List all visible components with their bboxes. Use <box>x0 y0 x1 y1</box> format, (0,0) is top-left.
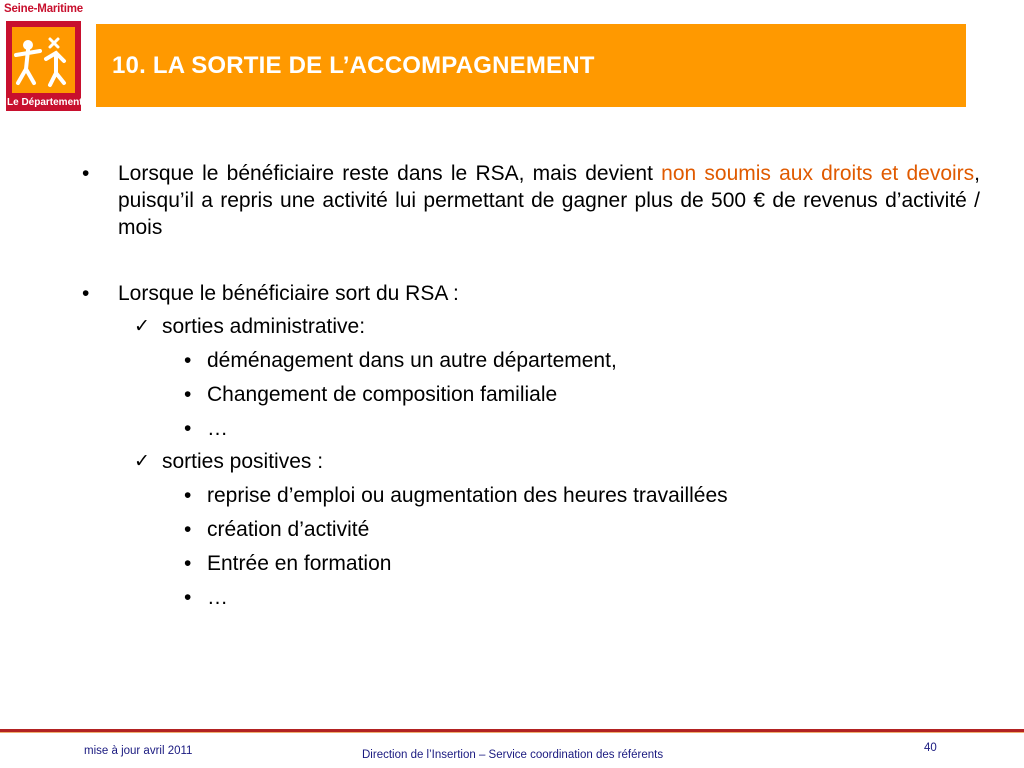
group-1-label: sorties administrative: <box>162 315 366 338</box>
checkmark-icon: ✓ <box>134 451 150 472</box>
group-1-item-text: déménagement dans un autre département, <box>207 349 617 372</box>
slide-title: 10. LA SORTIE DE L’ACCOMPAGNEMENT <box>112 52 595 79</box>
group-1-item <box>80 347 980 374</box>
bullet-dot: • <box>184 552 192 575</box>
group-1-heading <box>80 313 980 340</box>
bullet-2 <box>80 280 980 307</box>
footer-date: mise à jour avril 2011 <box>84 745 193 757</box>
bullet-1-highlight: non soumis aux droits et devoirs <box>661 162 975 185</box>
bullet-dot: • <box>184 383 192 406</box>
bullet-dot: • <box>184 349 192 372</box>
slide-content <box>80 160 980 611</box>
bullet-2-text: Lorsque le bénéficiaire sort du RSA : <box>118 282 459 305</box>
footer-divider-accent <box>0 732 1024 733</box>
group-1-item-text: Changement de composition familiale <box>207 383 558 406</box>
page-number: 40 <box>924 742 937 754</box>
group-2-heading <box>80 448 980 475</box>
footer-department: Direction de l’Insertion – Service coordination des référents <box>362 749 664 761</box>
group-1-item <box>80 415 980 442</box>
logo-bottom-text: Le Département <box>7 97 83 108</box>
group-2-item-text: … <box>207 586 228 609</box>
group-2-item-text: création d’activité <box>207 518 370 541</box>
seine-maritime-logo <box>4 3 83 111</box>
group-1-item-text: … <box>207 417 228 440</box>
group-2-item <box>80 516 980 543</box>
bullet-1 <box>80 160 980 241</box>
group-2-item-text: reprise d’emploi ou augmentation des heures travaillées <box>207 484 728 507</box>
title-band <box>96 24 966 107</box>
group-1-item <box>80 381 980 408</box>
logo-top-text: Seine-Maritime <box>4 3 84 15</box>
group-2-item <box>80 584 980 611</box>
bullet-dot: • <box>184 417 192 440</box>
group-2-item <box>80 550 980 577</box>
bullet-dot: • <box>184 518 192 541</box>
bullet-1-text-after: , puisqu’il a repris une activité lui permettant de gagner plus de 500 € de revenus d’activité / mois <box>118 162 980 239</box>
bullet-dot: • <box>184 586 192 609</box>
bullet-dot: • <box>82 282 90 305</box>
checkmark-icon: ✓ <box>134 316 150 337</box>
bullet-dot: • <box>82 162 90 185</box>
bullet-dot: • <box>184 484 192 507</box>
group-2-item <box>80 482 980 509</box>
group-2-item-text: Entrée en formation <box>207 552 392 575</box>
group-2-label: sorties positives : <box>162 450 324 473</box>
bullet-1-text-before: Lorsque le bénéficiaire reste dans le RSA, mais devient <box>118 162 662 185</box>
